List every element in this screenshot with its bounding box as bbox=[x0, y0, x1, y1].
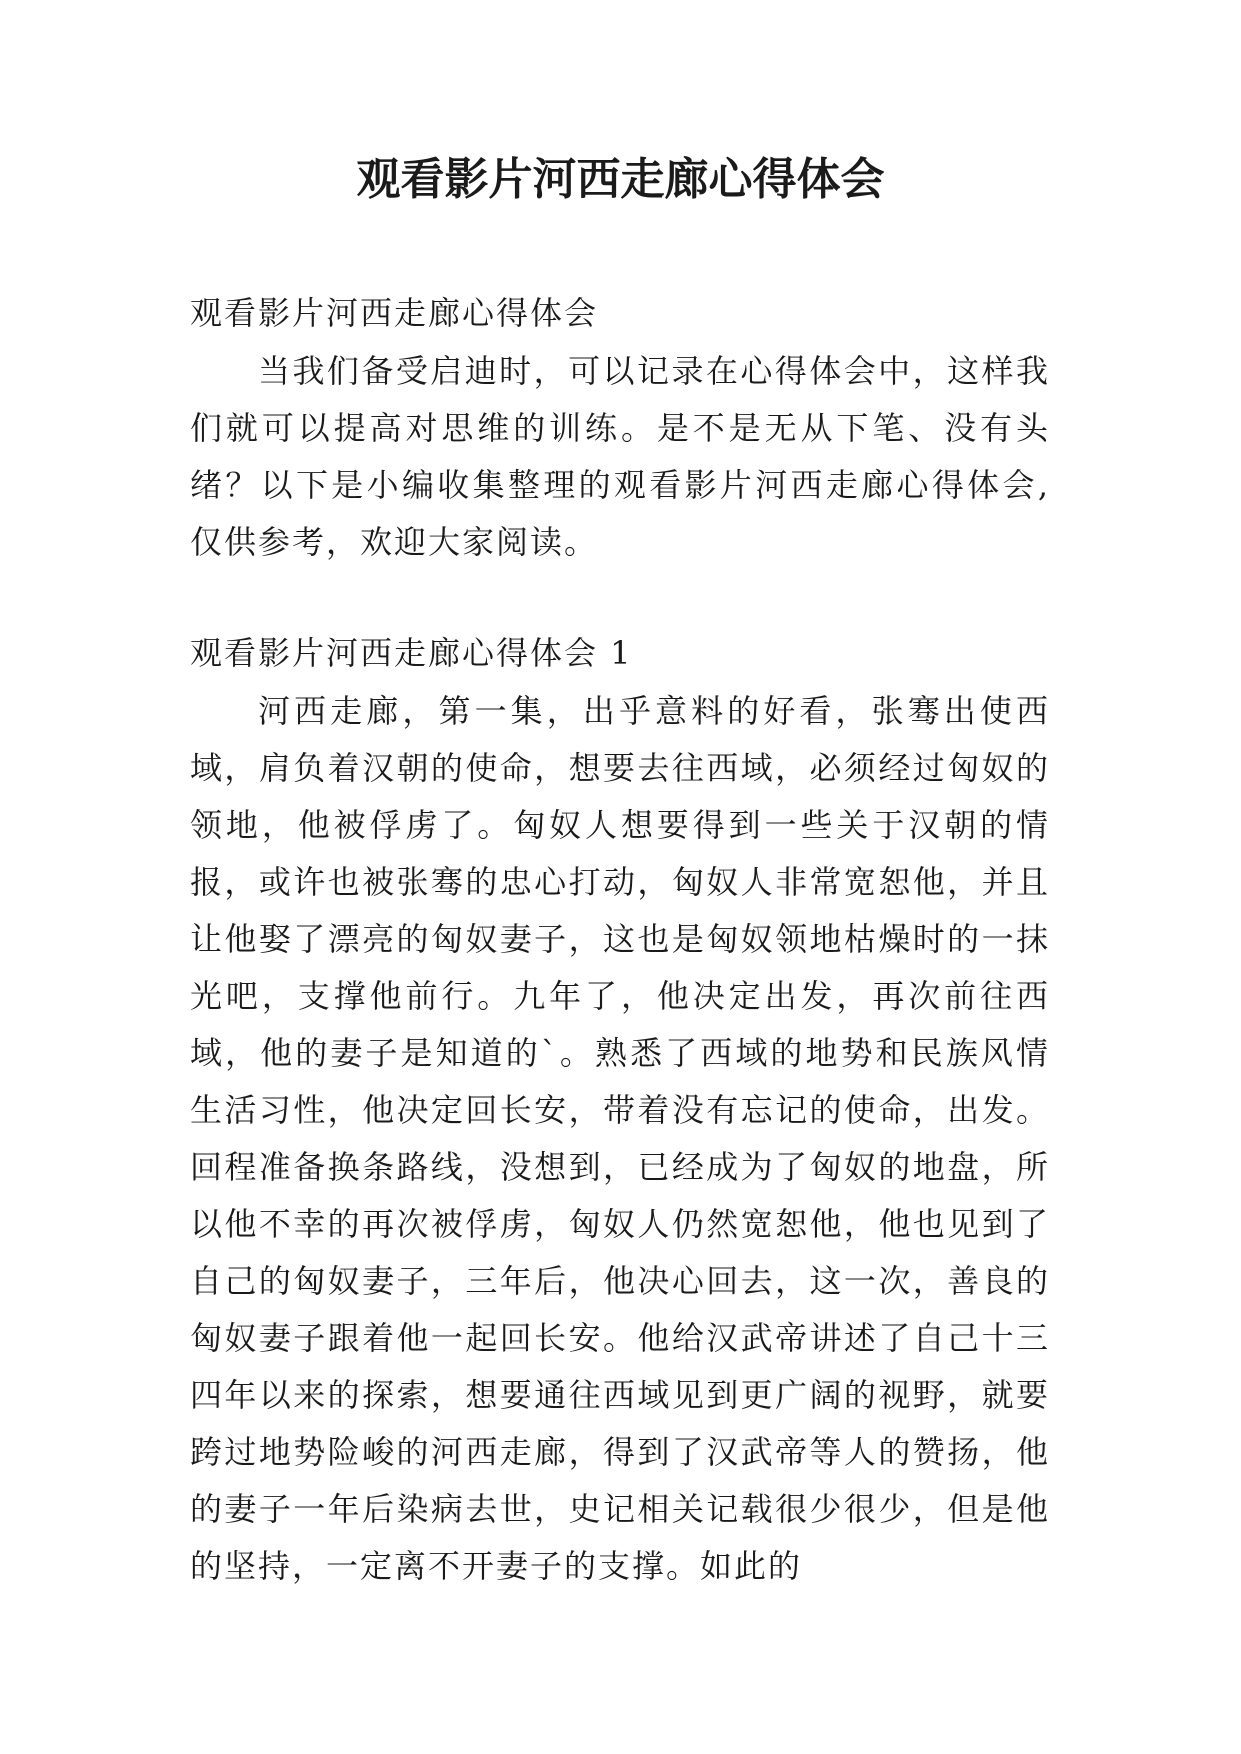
body-paragraph: 河西走廊，第一集，出乎意料的好看，张骞出使西域，肩负着汉朝的使命，想要去往西域，必须经过匈奴的领地，他被俘虏了。匈奴人想要得到一些关于汉朝的情报，或许也被张骞的忠心打动，匈奴人非常宽恕他，并且让他娶了漂亮的匈奴妻子，这也是匈奴领地枯燥时的一抹光吧，支撑他前行。九年了，他决定出发，再次前往西域，他的妻子是知道的`。熟悉了西域的地势和民族风情生活习性，他决定回长安，带着没有忘记的使命，出发。回程准备换条路线，没想到，已经成为了匈奴的地盘，所以他不幸的再次被俘虏，匈奴人仍然宽恕他，他也见到了自己的匈奴妻子，三年后，他决心回去，这一次，善良的匈奴妻子跟着他一起回长安。他给汉武帝讲述了自己十三四年以来的探索，想要通往西域见到更广阔的视野，就要跨过地势险峻的河西走廊，得到了汉武帝等人的赞扬，他的妻子一年后染病去世，史记相关记载很少很少，但是他的坚持，一定离不开妻子的支撑。如此的 bbox=[190, 692, 1050, 1585]
section-heading: 观看影片河西走廊心得体会 1 bbox=[190, 634, 633, 672]
document-title: 观看影片河西走廊心得体会 bbox=[356, 154, 885, 205]
document-subtitle: 观看影片河西走廊心得体会 bbox=[190, 294, 599, 332]
intro-paragraph: 当我们备受启迪时，可以记录在心得体会中，这样我们就可以提高对思维的训练。是不是无从下笔、没有头绪？以下是小编收集整理的观看影片河西走廊心得体会,仅供参考，欢迎大家阅读。 bbox=[190, 352, 1050, 561]
